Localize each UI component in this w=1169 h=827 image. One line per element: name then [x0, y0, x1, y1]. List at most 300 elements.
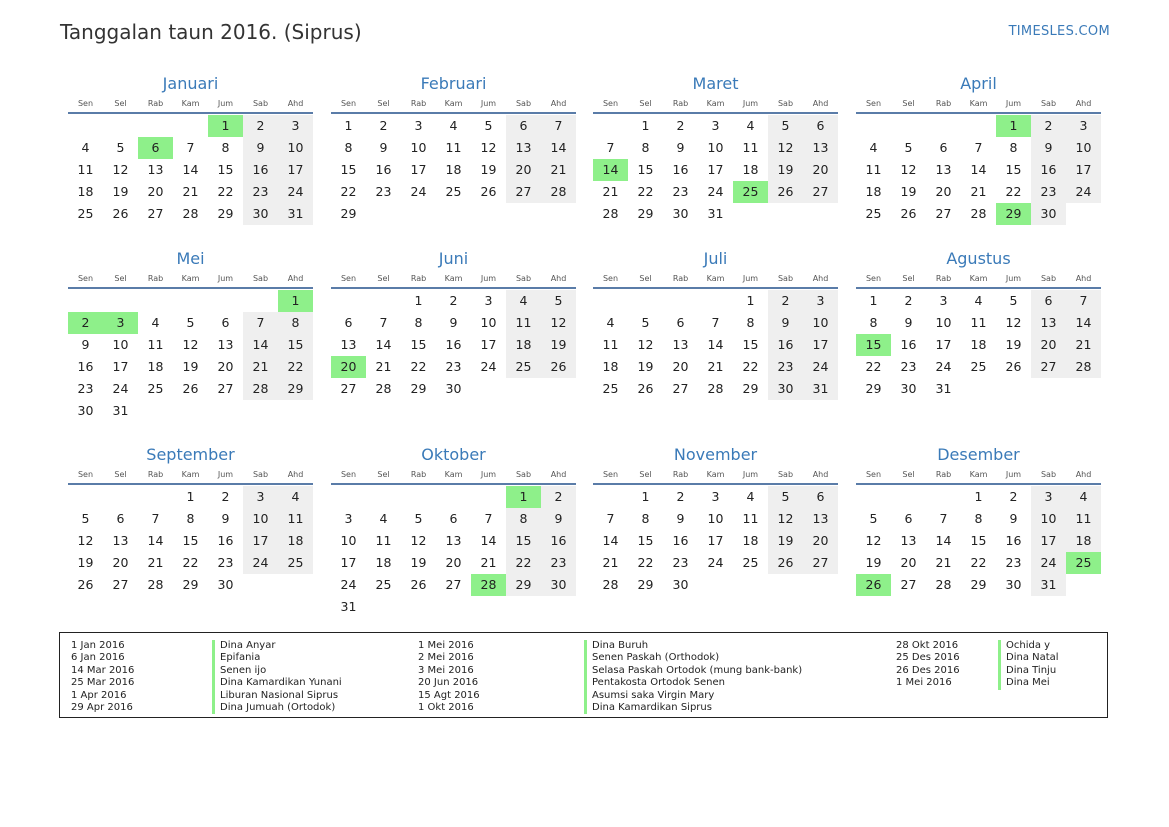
weekday-label: Sab — [777, 274, 794, 283]
weekday-label: Rab — [147, 274, 164, 283]
weekday-label: Sab — [252, 470, 269, 479]
empty-cell — [856, 486, 891, 508]
day-cell: 14 — [1066, 312, 1101, 334]
weekday-header — [331, 272, 576, 286]
day-cell: 3 — [484, 293, 493, 308]
weekday-label: Ahd — [287, 470, 304, 479]
day-cell: 21 — [480, 555, 497, 570]
legend-date: 14 Mar 2016 — [71, 664, 135, 676]
day-cell: 7 — [243, 312, 278, 334]
day-cell: 27 — [803, 181, 838, 203]
empty-cell — [926, 486, 961, 508]
day-cell: 19 — [637, 359, 654, 374]
weekday-label: Kam — [444, 99, 463, 108]
day-cell: 16 — [672, 533, 689, 548]
weekday-label: Sel — [639, 99, 652, 108]
day-cell: 9 — [768, 312, 803, 334]
legend-dates-column — [418, 640, 480, 714]
weekday-label: Sen — [602, 99, 619, 108]
day-cell: 9 — [1009, 511, 1018, 526]
month-name: Februari — [420, 74, 487, 93]
holiday-day-cell: 6 — [138, 137, 173, 159]
day-cell: 21 — [707, 359, 724, 374]
weekday-header — [593, 97, 838, 111]
day-cell: 5 — [541, 290, 576, 312]
day-cell: 15 — [217, 162, 234, 177]
day-cell: 11 — [742, 511, 759, 526]
weekday-label: Sab — [777, 99, 794, 108]
weekday-label: Ahd — [287, 99, 304, 108]
month-mei — [68, 248, 313, 422]
day-cell: 3 — [711, 489, 720, 504]
day-cell: 2 — [243, 115, 278, 137]
day-cell: 13 — [147, 162, 164, 177]
weekday-label: Sen — [340, 274, 357, 283]
legend-holiday-name: Dina Tinju — [998, 665, 1059, 677]
empty-cell — [436, 486, 471, 508]
month-name: Januari — [162, 74, 219, 93]
day-cell: 20 — [112, 555, 129, 570]
day-cell: 21 — [970, 184, 987, 199]
day-cell: 31 — [707, 206, 724, 221]
day-cell: 9 — [449, 315, 458, 330]
weekday-label: Kam — [181, 99, 200, 108]
weekday-label: Kam — [444, 274, 463, 283]
day-cell: 26 — [182, 381, 199, 396]
day-grid — [68, 486, 313, 596]
empty-cell — [68, 486, 103, 508]
day-cell: 23 — [900, 359, 917, 374]
day-cell: 6 — [344, 315, 353, 330]
day-cell: 28 — [935, 577, 952, 592]
day-cell: 27 — [672, 381, 689, 396]
weekday-label: Sab — [252, 99, 269, 108]
day-cell: 27 — [147, 206, 164, 221]
weekday-label: Ahd — [812, 99, 829, 108]
weekday-label: Kam — [706, 99, 725, 108]
month-maret — [593, 73, 838, 225]
day-cell: 23 — [217, 555, 234, 570]
day-cell: 28 — [602, 577, 619, 592]
day-cell: 16 — [375, 162, 392, 177]
day-cell: 10 — [278, 137, 313, 159]
weekday-label: Jum — [742, 274, 759, 283]
holiday-day-cell: 28 — [471, 574, 506, 596]
legend-holiday-name: Ochida y — [998, 640, 1059, 652]
day-cell: 2 — [379, 118, 388, 133]
day-cell: 11 — [742, 140, 759, 155]
holiday-day-cell: 26 — [856, 574, 891, 596]
day-cell: 6 — [1031, 290, 1066, 312]
month-desember — [856, 444, 1101, 596]
day-cell: 24 — [243, 552, 278, 574]
day-cell: 8 — [414, 315, 423, 330]
day-cell: 5 — [116, 140, 125, 155]
day-cell: 5 — [186, 315, 195, 330]
weekday-header — [856, 468, 1101, 482]
day-cell: 7 — [379, 315, 388, 330]
day-grid — [856, 486, 1101, 596]
day-cell: 18 — [970, 337, 987, 352]
day-cell: 30 — [541, 574, 576, 596]
day-cell: 3 — [414, 118, 423, 133]
weekday-label: Sen — [77, 99, 94, 108]
empty-cell — [663, 290, 698, 312]
day-cell: 20 — [803, 530, 838, 552]
month-name: April — [960, 74, 997, 93]
day-cell: 13 — [1031, 312, 1066, 334]
weekday-label: Jum — [217, 99, 234, 108]
day-cell: 24 — [803, 356, 838, 378]
day-cell: 17 — [707, 533, 724, 548]
header-rule — [331, 483, 576, 485]
empty-cell — [173, 290, 208, 312]
day-cell: 24 — [1031, 552, 1066, 574]
day-cell: 18 — [147, 359, 164, 374]
weekday-label: Ahd — [1075, 274, 1092, 283]
weekday-label: Sab — [777, 470, 794, 479]
day-cell: 9 — [221, 511, 230, 526]
day-cell: 26 — [112, 206, 129, 221]
day-cell: 29 — [340, 206, 357, 221]
day-cell: 12 — [410, 533, 427, 548]
day-cell: 2 — [1009, 489, 1018, 504]
day-cell: 7 — [151, 511, 160, 526]
weekday-label: Ahd — [812, 274, 829, 283]
weekday-label: Sen — [865, 470, 882, 479]
weekday-label: Sel — [377, 99, 390, 108]
day-cell: 15 — [637, 162, 654, 177]
header-rule — [593, 112, 838, 114]
day-grid — [593, 486, 838, 596]
weekday-header — [68, 272, 313, 286]
day-cell: 4 — [746, 118, 755, 133]
day-cell: 26 — [768, 181, 803, 203]
day-cell: 5 — [81, 511, 90, 526]
day-cell: 23 — [1005, 555, 1022, 570]
day-cell: 30 — [768, 378, 803, 400]
day-cell: 17 — [243, 530, 278, 552]
day-cell: 15 — [742, 337, 759, 352]
day-cell: 8 — [278, 312, 313, 334]
day-cell: 30 — [672, 577, 689, 592]
day-cell: 27 — [900, 577, 917, 592]
legend-date: 1 Mei 2016 — [896, 677, 952, 689]
day-cell: 10 — [243, 508, 278, 530]
weekday-label: Rab — [672, 99, 689, 108]
day-cell: 3 — [344, 511, 353, 526]
day-cell: 22 — [278, 356, 313, 378]
day-cell: 13 — [506, 137, 541, 159]
day-cell: 22 — [742, 359, 759, 374]
day-cell: 15 — [182, 533, 199, 548]
day-cell: 15 — [1005, 162, 1022, 177]
day-cell: 22 — [340, 184, 357, 199]
month-agustus — [856, 248, 1101, 400]
weekday-label: Jum — [1005, 99, 1022, 108]
weekday-label: Kam — [706, 274, 725, 283]
header-rule — [856, 112, 1101, 114]
day-cell: 16 — [900, 337, 917, 352]
day-cell: 2 — [768, 290, 803, 312]
empty-cell — [401, 486, 436, 508]
day-cell: 24 — [278, 181, 313, 203]
legend-holiday-name: Pentakosta Ortodok Senen — [584, 677, 802, 689]
day-cell: 11 — [970, 315, 987, 330]
weekday-label: Ahd — [812, 470, 829, 479]
day-cell: 27 — [217, 381, 234, 396]
day-cell: 10 — [707, 511, 724, 526]
day-cell: 20 — [217, 359, 234, 374]
holiday-day-cell: 20 — [331, 356, 366, 378]
day-cell: 4 — [151, 315, 160, 330]
weekday-label: Jum — [480, 470, 497, 479]
day-cell: 9 — [904, 315, 913, 330]
legend-date: 1 Apr 2016 — [71, 689, 127, 701]
day-grid — [68, 290, 313, 422]
header-rule — [856, 483, 1101, 485]
day-cell: 7 — [484, 511, 493, 526]
weekday-label: Sen — [77, 274, 94, 283]
day-cell: 30 — [900, 381, 917, 396]
day-cell: 10 — [1031, 508, 1066, 530]
weekday-header — [68, 97, 313, 111]
legend-holiday-name: Senen Paskah (Orthodok) — [584, 652, 802, 664]
empty-cell — [331, 486, 366, 508]
weekday-label: Ahd — [550, 99, 567, 108]
day-cell: 4 — [81, 140, 90, 155]
day-cell: 16 — [445, 337, 462, 352]
header-rule — [331, 112, 576, 114]
day-cell: 15 — [278, 334, 313, 356]
weekday-label: Sel — [902, 470, 915, 479]
day-cell: 19 — [865, 555, 882, 570]
day-cell: 26 — [1005, 359, 1022, 374]
legend-names-column — [212, 640, 342, 714]
day-cell: 21 — [602, 555, 619, 570]
weekday-label: Rab — [935, 274, 952, 283]
day-cell: 30 — [1031, 203, 1066, 225]
day-cell: 12 — [480, 140, 497, 155]
weekday-label: Sel — [639, 274, 652, 283]
header-rule — [68, 483, 313, 485]
weekday-label: Jum — [217, 274, 234, 283]
day-grid — [856, 115, 1101, 225]
holiday-day-cell: 15 — [856, 334, 891, 356]
day-grid — [331, 115, 576, 225]
day-cell: 19 — [1005, 337, 1022, 352]
day-cell: 2 — [541, 486, 576, 508]
day-cell: 17 — [480, 337, 497, 352]
day-cell: 28 — [1066, 356, 1101, 378]
day-cell: 10 — [1066, 137, 1101, 159]
day-cell: 19 — [480, 162, 497, 177]
legend-date: 25 Mar 2016 — [71, 677, 135, 689]
day-cell: 26 — [480, 184, 497, 199]
day-cell: 2 — [676, 118, 685, 133]
legend-holiday-name: Epifania — [212, 652, 342, 664]
day-cell: 18 — [742, 533, 759, 548]
day-cell: 21 — [602, 184, 619, 199]
holiday-day-cell: 1 — [506, 486, 541, 508]
day-cell: 24 — [935, 359, 952, 374]
day-cell: 29 — [506, 574, 541, 596]
day-cell: 23 — [445, 359, 462, 374]
day-cell: 13 — [900, 533, 917, 548]
month-name: Agustus — [946, 249, 1011, 268]
day-cell: 20 — [900, 555, 917, 570]
day-cell: 20 — [506, 159, 541, 181]
day-cell: 7 — [186, 140, 195, 155]
weekday-label: Kam — [969, 99, 988, 108]
month-name: Juni — [438, 249, 469, 268]
legend-dates-column — [71, 640, 134, 714]
legend-date: 26 Des 2016 — [896, 664, 960, 676]
day-cell: 3 — [243, 486, 278, 508]
day-cell: 30 — [217, 577, 234, 592]
day-cell: 5 — [641, 315, 650, 330]
day-cell: 19 — [541, 334, 576, 356]
day-cell: 28 — [375, 381, 392, 396]
empty-cell — [698, 290, 733, 312]
day-cell: 29 — [217, 206, 234, 221]
day-cell: 13 — [935, 162, 952, 177]
day-cell: 11 — [445, 140, 462, 155]
empty-cell — [103, 115, 138, 137]
day-cell: 14 — [707, 337, 724, 352]
day-cell: 23 — [77, 381, 94, 396]
day-cell: 6 — [506, 115, 541, 137]
day-cell: 15 — [637, 533, 654, 548]
legend-date: 1 Mei 2016 — [418, 640, 474, 651]
day-grid — [593, 115, 838, 225]
day-cell: 4 — [746, 489, 755, 504]
day-cell: 24 — [707, 184, 724, 199]
weekday-label: Ahd — [1075, 470, 1092, 479]
empty-cell — [138, 486, 173, 508]
day-cell: 5 — [869, 511, 878, 526]
month-oktober — [331, 444, 576, 618]
day-cell: 5 — [768, 486, 803, 508]
day-cell: 22 — [506, 552, 541, 574]
day-cell: 30 — [1005, 577, 1022, 592]
holiday-day-cell: 1 — [278, 290, 313, 312]
weekday-label: Sel — [114, 99, 127, 108]
weekday-header — [593, 272, 838, 286]
empty-cell — [68, 115, 103, 137]
empty-cell — [331, 290, 366, 312]
weekday-label: Ahd — [550, 274, 567, 283]
empty-cell — [103, 290, 138, 312]
day-cell: 9 — [81, 337, 90, 352]
day-cell: 2 — [904, 293, 913, 308]
day-cell: 10 — [803, 312, 838, 334]
day-cell: 12 — [865, 533, 882, 548]
day-cell: 9 — [1031, 137, 1066, 159]
day-cell: 4 — [974, 293, 983, 308]
weekday-label: Rab — [672, 470, 689, 479]
day-cell: 1 — [974, 489, 983, 504]
page-title: Tanggalan taun 2016. (Siprus) — [60, 20, 362, 44]
day-cell: 31 — [1031, 574, 1066, 596]
empty-cell — [593, 115, 628, 137]
legend-date: 3 Mei 2016 — [418, 664, 474, 676]
legend-date: 29 Apr 2016 — [71, 701, 133, 713]
day-cell: 20 — [147, 184, 164, 199]
day-cell: 6 — [116, 511, 125, 526]
day-cell: 18 — [77, 184, 94, 199]
day-cell: 13 — [217, 337, 234, 352]
header-rule — [856, 287, 1101, 289]
empty-cell — [891, 486, 926, 508]
day-cell: 27 — [340, 381, 357, 396]
day-cell: 26 — [77, 577, 94, 592]
day-cell: 12 — [541, 312, 576, 334]
legend-date: 25 Des 2016 — [896, 652, 960, 664]
weekday-header — [331, 468, 576, 482]
weekday-label: Sel — [114, 274, 127, 283]
day-cell: 11 — [77, 162, 94, 177]
day-cell: 6 — [676, 315, 685, 330]
day-cell: 28 — [707, 381, 724, 396]
weekday-label: Jum — [742, 99, 759, 108]
day-cell: 20 — [803, 159, 838, 181]
day-cell: 12 — [112, 162, 129, 177]
day-cell: 21 — [243, 356, 278, 378]
weekday-label: Rab — [410, 274, 427, 283]
holiday-legend — [59, 632, 1108, 718]
day-cell: 5 — [484, 118, 493, 133]
day-cell: 20 — [445, 555, 462, 570]
holiday-day-cell: 25 — [733, 181, 768, 203]
day-cell: 3 — [1031, 486, 1066, 508]
weekday-label: Jum — [217, 470, 234, 479]
day-cell: 14 — [935, 533, 952, 548]
weekday-header — [856, 272, 1101, 286]
day-cell: 16 — [217, 533, 234, 548]
day-cell: 10 — [340, 533, 357, 548]
day-cell: 6 — [904, 511, 913, 526]
day-cell: 19 — [182, 359, 199, 374]
day-cell: 26 — [637, 381, 654, 396]
day-cell: 4 — [506, 290, 541, 312]
day-cell: 3 — [278, 115, 313, 137]
day-cell: 8 — [506, 508, 541, 530]
day-cell: 8 — [641, 511, 650, 526]
day-cell: 29 — [410, 381, 427, 396]
day-cell: 20 — [935, 184, 952, 199]
day-cell: 3 — [939, 293, 948, 308]
holiday-day-cell: 1 — [996, 115, 1031, 137]
weekday-label: Rab — [935, 99, 952, 108]
day-cell: 31 — [340, 599, 357, 614]
day-cell: 22 — [217, 184, 234, 199]
weekday-label: Sab — [515, 99, 532, 108]
weekday-label: Kam — [444, 470, 463, 479]
day-cell: 22 — [1005, 184, 1022, 199]
weekday-label: Sen — [340, 99, 357, 108]
day-cell: 14 — [375, 337, 392, 352]
day-cell: 18 — [602, 359, 619, 374]
day-cell: 9 — [541, 508, 576, 530]
brand-link[interactable]: TIMESLES.COM — [1008, 24, 1110, 39]
day-cell: 22 — [637, 184, 654, 199]
day-cell: 23 — [672, 184, 689, 199]
day-cell: 25 — [742, 555, 759, 570]
day-cell: 19 — [900, 184, 917, 199]
day-cell: 26 — [541, 356, 576, 378]
weekday-label: Jum — [480, 274, 497, 283]
